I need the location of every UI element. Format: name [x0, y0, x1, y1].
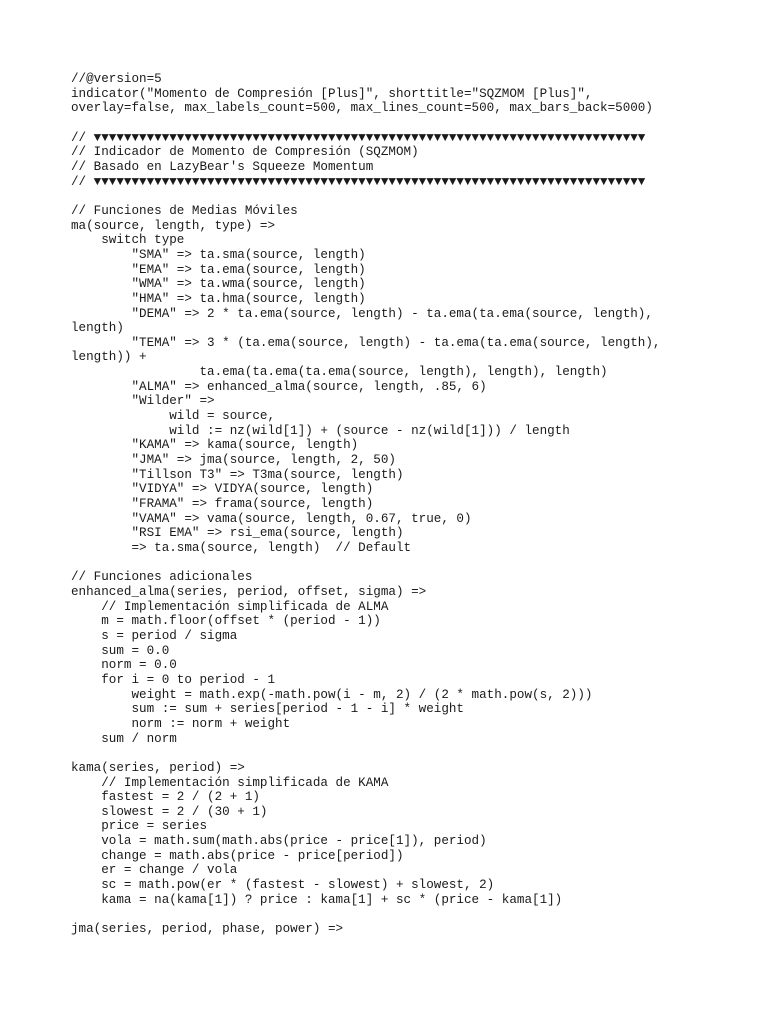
code-line: ma(source, length, type) =>	[71, 218, 276, 233]
code-line	[71, 746, 731, 761]
code-line	[71, 116, 731, 131]
code-line: er = change / vola	[71, 863, 238, 878]
code-line	[71, 556, 731, 571]
code-line: norm := norm + weight	[71, 716, 291, 731]
code-line: switch type	[71, 233, 185, 248]
code-line: m = math.floor(offset * (period - 1))	[71, 614, 381, 629]
code-line: => ta.sma(source, length) // Default	[71, 541, 412, 555]
code-line: slowest = 2 / (30 + 1)	[71, 804, 268, 819]
code-line: enhanced_alma(series, period, offset, sigma) =>	[71, 584, 427, 599]
code-line: wild := nz(wild[1]) + (source - nz(wild[1])) / length	[71, 423, 570, 438]
code-line: "WMA" => ta.wma(source, length)	[71, 277, 366, 292]
code-line	[71, 907, 731, 922]
code-line: "HMA" => ta.hma(source, length)	[71, 291, 366, 306]
code-line: //@version=5	[71, 72, 162, 86]
code-line: ta.ema(ta.ema(ta.ema(source, length), length), length)	[71, 365, 608, 380]
code-line: sum := sum + series[period - 1 - i] * weight	[71, 702, 464, 717]
code-line: sum / norm	[71, 731, 177, 746]
code-line: fastest = 2 / (2 + 1)	[71, 790, 260, 805]
code-line: "JMA" => jma(source, length, 2, 50)	[71, 453, 396, 468]
code-line: "RSI EMA" => rsi_ema(source, length)	[71, 526, 404, 541]
code-line: indicator("Momento de Compresión [Plus]", shorttitle="SQZMOM [Plus]",	[71, 86, 593, 101]
code-line: "ALMA" => enhanced_alma(source, length, .85, 6)	[71, 379, 487, 394]
code-line: // ▼▼▼▼▼▼▼▼▼▼▼▼▼▼▼▼▼▼▼▼▼▼▼▼▼▼▼▼▼▼▼▼▼▼▼▼▼▼▼▼▼▼▼▼▼▼▼▼▼▼▼▼▼▼▼▼▼▼▼▼▼▼▼▼▼▼▼▼▼▼▼▼▼	[71, 174, 646, 189]
code-line: wild = source,	[71, 409, 276, 424]
code-line: // ▼▼▼▼▼▼▼▼▼▼▼▼▼▼▼▼▼▼▼▼▼▼▼▼▼▼▼▼▼▼▼▼▼▼▼▼▼▼▼▼▼▼▼▼▼▼▼▼▼▼▼▼▼▼▼▼▼▼▼▼▼▼▼▼▼▼▼▼▼▼▼▼▼	[71, 130, 646, 145]
code-line: "VIDYA" => VIDYA(source, length)	[71, 482, 374, 497]
code-line: for i = 0 to period - 1	[71, 672, 276, 687]
code-line: "Wilder" =>	[71, 394, 215, 409]
code-line: norm = 0.0	[71, 658, 177, 673]
code-line: length)) +	[71, 350, 147, 365]
code-line: // Funciones adicionales	[71, 570, 253, 585]
code-line: // Implementación simplificada de ALMA	[71, 599, 389, 614]
code-line: "SMA" => ta.sma(source, length)	[71, 247, 366, 262]
code-line: weight = math.exp(-math.pow(i - m, 2) / (2 * math.pow(s, 2)))	[71, 687, 593, 702]
code-line: change = math.abs(price - price[period])	[71, 848, 404, 863]
code-line: "Tillson T3" => T3ma(source, length)	[71, 467, 404, 482]
code-line: "DEMA" => 2 * ta.ema(source, length) - ta.ema(ta.ema(source, length),	[71, 306, 653, 321]
code-line: sc = math.pow(er * (fastest - slowest) + slowest, 2)	[71, 878, 495, 893]
code-line: price = series	[71, 819, 208, 834]
code-line: "FRAMA" => frama(source, length)	[71, 497, 374, 512]
code-line	[71, 189, 731, 204]
code-line: s = period / sigma	[71, 628, 238, 643]
code-line: // Funciones de Medias Móviles	[71, 203, 298, 218]
code-line: sum = 0.0	[71, 643, 170, 658]
code-line: // Implementación simplificada de KAMA	[71, 775, 389, 790]
code-line: // Indicador de Momento de Compresión (SQZMOM)	[71, 145, 419, 160]
code-line: "TEMA" => 3 * (ta.ema(source, length) - ta.ema(ta.ema(source, length),	[71, 335, 661, 350]
code-line: length)	[71, 321, 124, 336]
code-line: "KAMA" => kama(source, length)	[71, 438, 359, 453]
code-line: "VAMA" => vama(source, length, 0.67, true, 0)	[71, 511, 472, 526]
code-line: kama = na(kama[1]) ? price : kama[1] + sc * (price - kama[1])	[71, 892, 563, 907]
code-line: overlay=false, max_labels_count=500, max_lines_count=500, max_bars_back=5000)	[71, 101, 653, 116]
code-line: kama(series, period) =>	[71, 760, 245, 775]
code-line: jma(series, period, phase, power) =>	[71, 922, 344, 937]
code-listing	[71, 72, 731, 937]
code-line: vola = math.sum(math.abs(price - price[1]), period)	[71, 834, 487, 849]
code-line: "EMA" => ta.ema(source, length)	[71, 262, 366, 277]
code-line: // Basado en LazyBear's Squeeze Momentum	[71, 159, 374, 174]
